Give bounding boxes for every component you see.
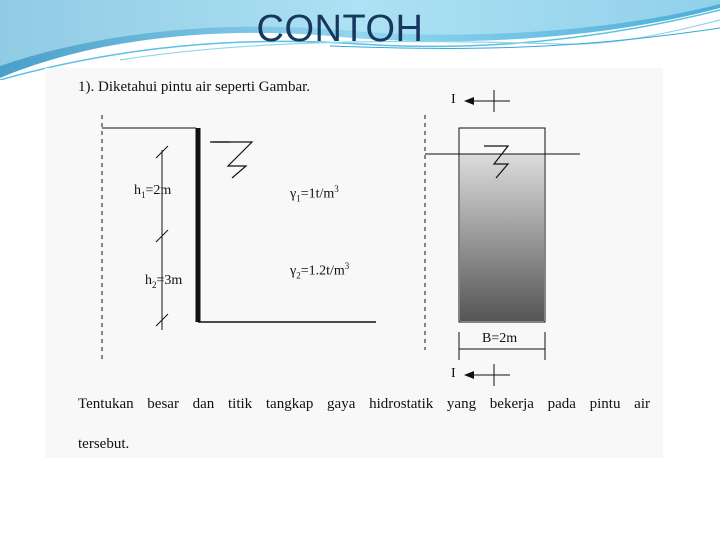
label-gamma2: $\gamma_2=1.2t/m^3$ [290, 261, 350, 281]
water-surface-symbol [212, 142, 252, 178]
section-arrowhead-top [464, 97, 474, 105]
label-gamma1: $\gamma_1=1t/m^3$ [290, 184, 339, 204]
problem-statement: 1). Diketahui pintu air seperti Gambar. [78, 79, 311, 95]
label-h1: $h_1=2m$ [134, 183, 172, 200]
label-section-top: I [451, 92, 456, 107]
question-text-line2: tersebut. [78, 436, 130, 452]
label-section-bottom: I [451, 366, 456, 381]
slide-title: CONTOH [256, 8, 424, 50]
label-h2: $h_2=3m$ [145, 273, 183, 290]
question-text-line1: Tentukan besar dan titik tangkap gaya hidrostatik yang bekerja pada pintu air [78, 396, 650, 412]
section-arrowhead-bottom [464, 371, 474, 379]
gate-water-fill [460, 154, 544, 321]
label-width: B=2m [482, 331, 518, 346]
